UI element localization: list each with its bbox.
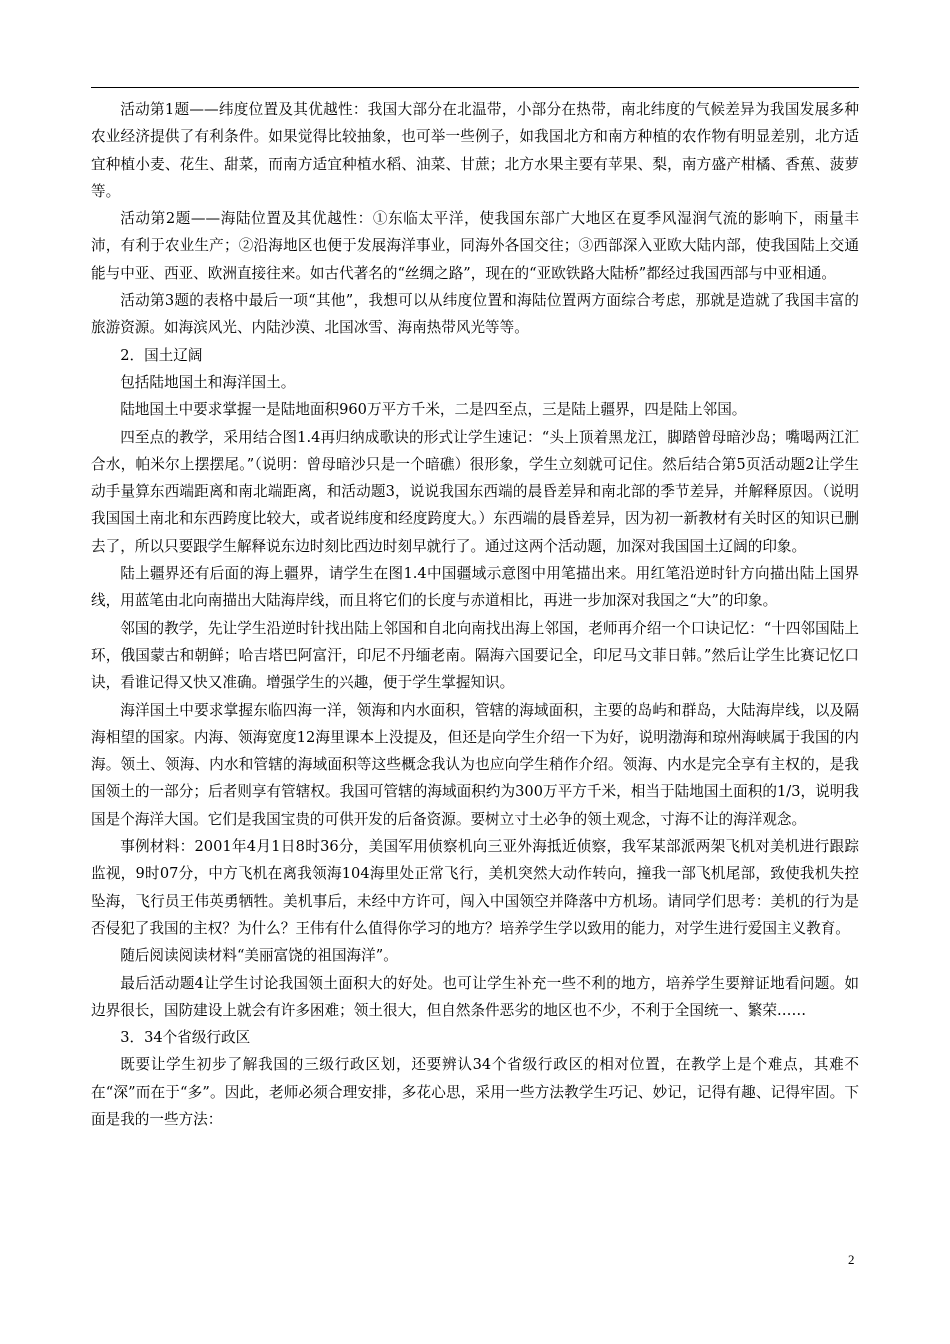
- paragraph-activity-2: 活动第2题——海陆位置及其优越性：①东临太平洋，使我国东部广大地区在夏季风湿润气流的影响下，雨量丰沛，有利于农业生产；②沿海地区也便于发展海洋事业，同海外各国交往；③西部深入亚欧大陆内部，使我国陆上交通能与中亚、西亚、欧洲直接往来。如古代著名的“丝绸之路”，现在的“亚欧铁路大陆桥”都经过我国西部与中亚相通。: [91, 210, 859, 282]
- paragraph-activity-1: 活动第1题——纬度位置及其优越性：我国大部分在北温带，小部分在热带，南北纬度的气候差异为我国发展多种农业经济提供了有利条件。如果觉得比较抽象，也可举一些例子，如我国北方和南方种植的农作物有明显差别，北方适宜种植小麦、花生、甜菜，而南方适宜种植水稻、油菜、甘蔗；北方水果主要有苹果、梨，南方盛产柑橘、香蕉、菠萝等。: [91, 101, 859, 200]
- paragraph-activity-4: 最后活动题4让学生讨论我国领土面积大的好处。也可让学生补充一些不利的地方，培养学生要辩证地看问题。如边界很长，国防建设上就会有许多困难；领土很大，但自然条件恶劣的地区也不少，不利于全国统一、繁荣……: [91, 974, 859, 1019]
- paragraph-extreme-points: 四至点的教学，采用结合图1.4再归纳成歌诀的形式让学生速记：“头上顶着黑龙江，脚踏曾母暗沙岛；嘴喝两江汇合水，帕米尔上摆摆尾。”（说明：曾母暗沙只是一个暗礁）很形象，学生立刻就可记住。然后结合第5页活动题2让学生动手量算东西端距离和南北端距离，和活动题3，说说我国东西端的晨昏差异和南北部的季节差异，并解释原因。（说明我国国土南北和东西跨度比较大，或者说纬度和经度跨度大。）东西端的晨昏差异，因为初一新教材有关时区的知识已删去了，所以只要跟学生解释说东边时刻比西边时刻早就行了。通过这两个活动题，加深对我国国土辽阔的印象。: [91, 428, 859, 555]
- paragraph-activity-3: 活动第3题的表格中最后一项“其他”，我想可以从纬度位置和海陆位置两方面综合考虑，那就是造就了我国丰富的旅游资源。如海滨风光、内陆沙漠、北国冰雪、海南热带风光等等。: [91, 292, 859, 337]
- section-heading-territory: 2．国土辽阔: [120, 346, 203, 364]
- paragraph-neighbors: 邻国的教学，先让学生沿逆时针找出陆上邻国和自北向南找出海上邻国，老师再介绍一个口诀记忆：“十四邻国陆上环，俄国蒙古和朝鲜；哈吉塔巴阿富汗，印尼不丹缅老南。隔海六国要记全，印尼马文菲日韩。”然后让学生比赛记忆口诀，看谁记得又快又准确。增强学生的兴趣，便于学生掌握知识。: [91, 619, 859, 692]
- paragraph-sea-territory: 海洋国土中要求掌握东临四海一洋，领海和内水面积，管辖的海域面积，主要的岛屿和群岛，大陆海岸线，以及隔海相望的国家。内海、领海宽度12海里课本上没提及，但还是向学生介绍一下为好，说明渤海和琼州海峡属于我国的内海。领土、领海、内水和管辖的海域面积等这些概念我认为也应向学生稍作介绍。领海、内水是完全享有主权的，是我国领土的一部分；后者则享有管辖权。我国可管辖的海域面积约为300万平方千米，相当于陆地国土面积的1/3，说明我国是个海洋大国。它们是我国宝贵的可供开发的后备资源。要树立寸土必争的领土观念，寸海不让的海洋观念。: [91, 701, 859, 828]
- header-rule: [91, 87, 859, 88]
- paragraph-case-material: 事例材料：2001年4月1日8时36分，美国军用侦察机向三亚外海抵近侦察，我军某部派两架飞机对美机进行跟踪监视，9时07分，中方飞机在离我领海104海里处正常飞行，美机突然大动作转向，撞我一部飞机尾部，致使我机失控坠海，飞行员王伟英勇牺牲。美机事后，未经中方许可，闯入中国领空并降落中方机场。请同学们思考：美机的行为是否侵犯了我国的主权？为什么？王伟有什么值得你学习的地方？培养学生学以致用的能力，对学生进行爱国主义教育。: [91, 838, 859, 937]
- paragraph-reading: 随后阅读阅读材料“美丽富饶的祖国海洋”。: [120, 947, 398, 965]
- paragraph-provinces: 既要让学生初步了解我国的三级行政区划，还要辨认34个省级行政区的相对位置，在教学上是个难点，其难不在“深”而在于“多”。因此，老师必须合理安排，多花心思，采用一些方法教学生巧记、妙记，记得有趣、记得牢固。下面是我的一些方法：: [91, 1056, 859, 1128]
- section-heading-provinces: 3．34个省级行政区: [120, 1029, 251, 1047]
- paragraph-land-border: 陆上疆界还有后面的海上疆界，请学生在图1.4中国疆域示意图中用笔描出来。用红笔沿逆时针方向描出陆上国界线，用蓝笔由北向南描出大陆海岸线，而且将它们的长度与赤道相比，再进一步加深对我国之“大”的印象。: [91, 565, 859, 610]
- paragraph-territory-intro: 包括陆地国土和海洋国土。: [120, 373, 296, 391]
- document-body: [91, 96, 859, 1133]
- page-number: 2: [848, 1252, 855, 1267]
- paragraph-land-territory: 陆地国土中要求掌握一是陆地面积960万平方千米，二是四至点，三是陆上疆界，四是陆上邻国。: [120, 401, 747, 419]
